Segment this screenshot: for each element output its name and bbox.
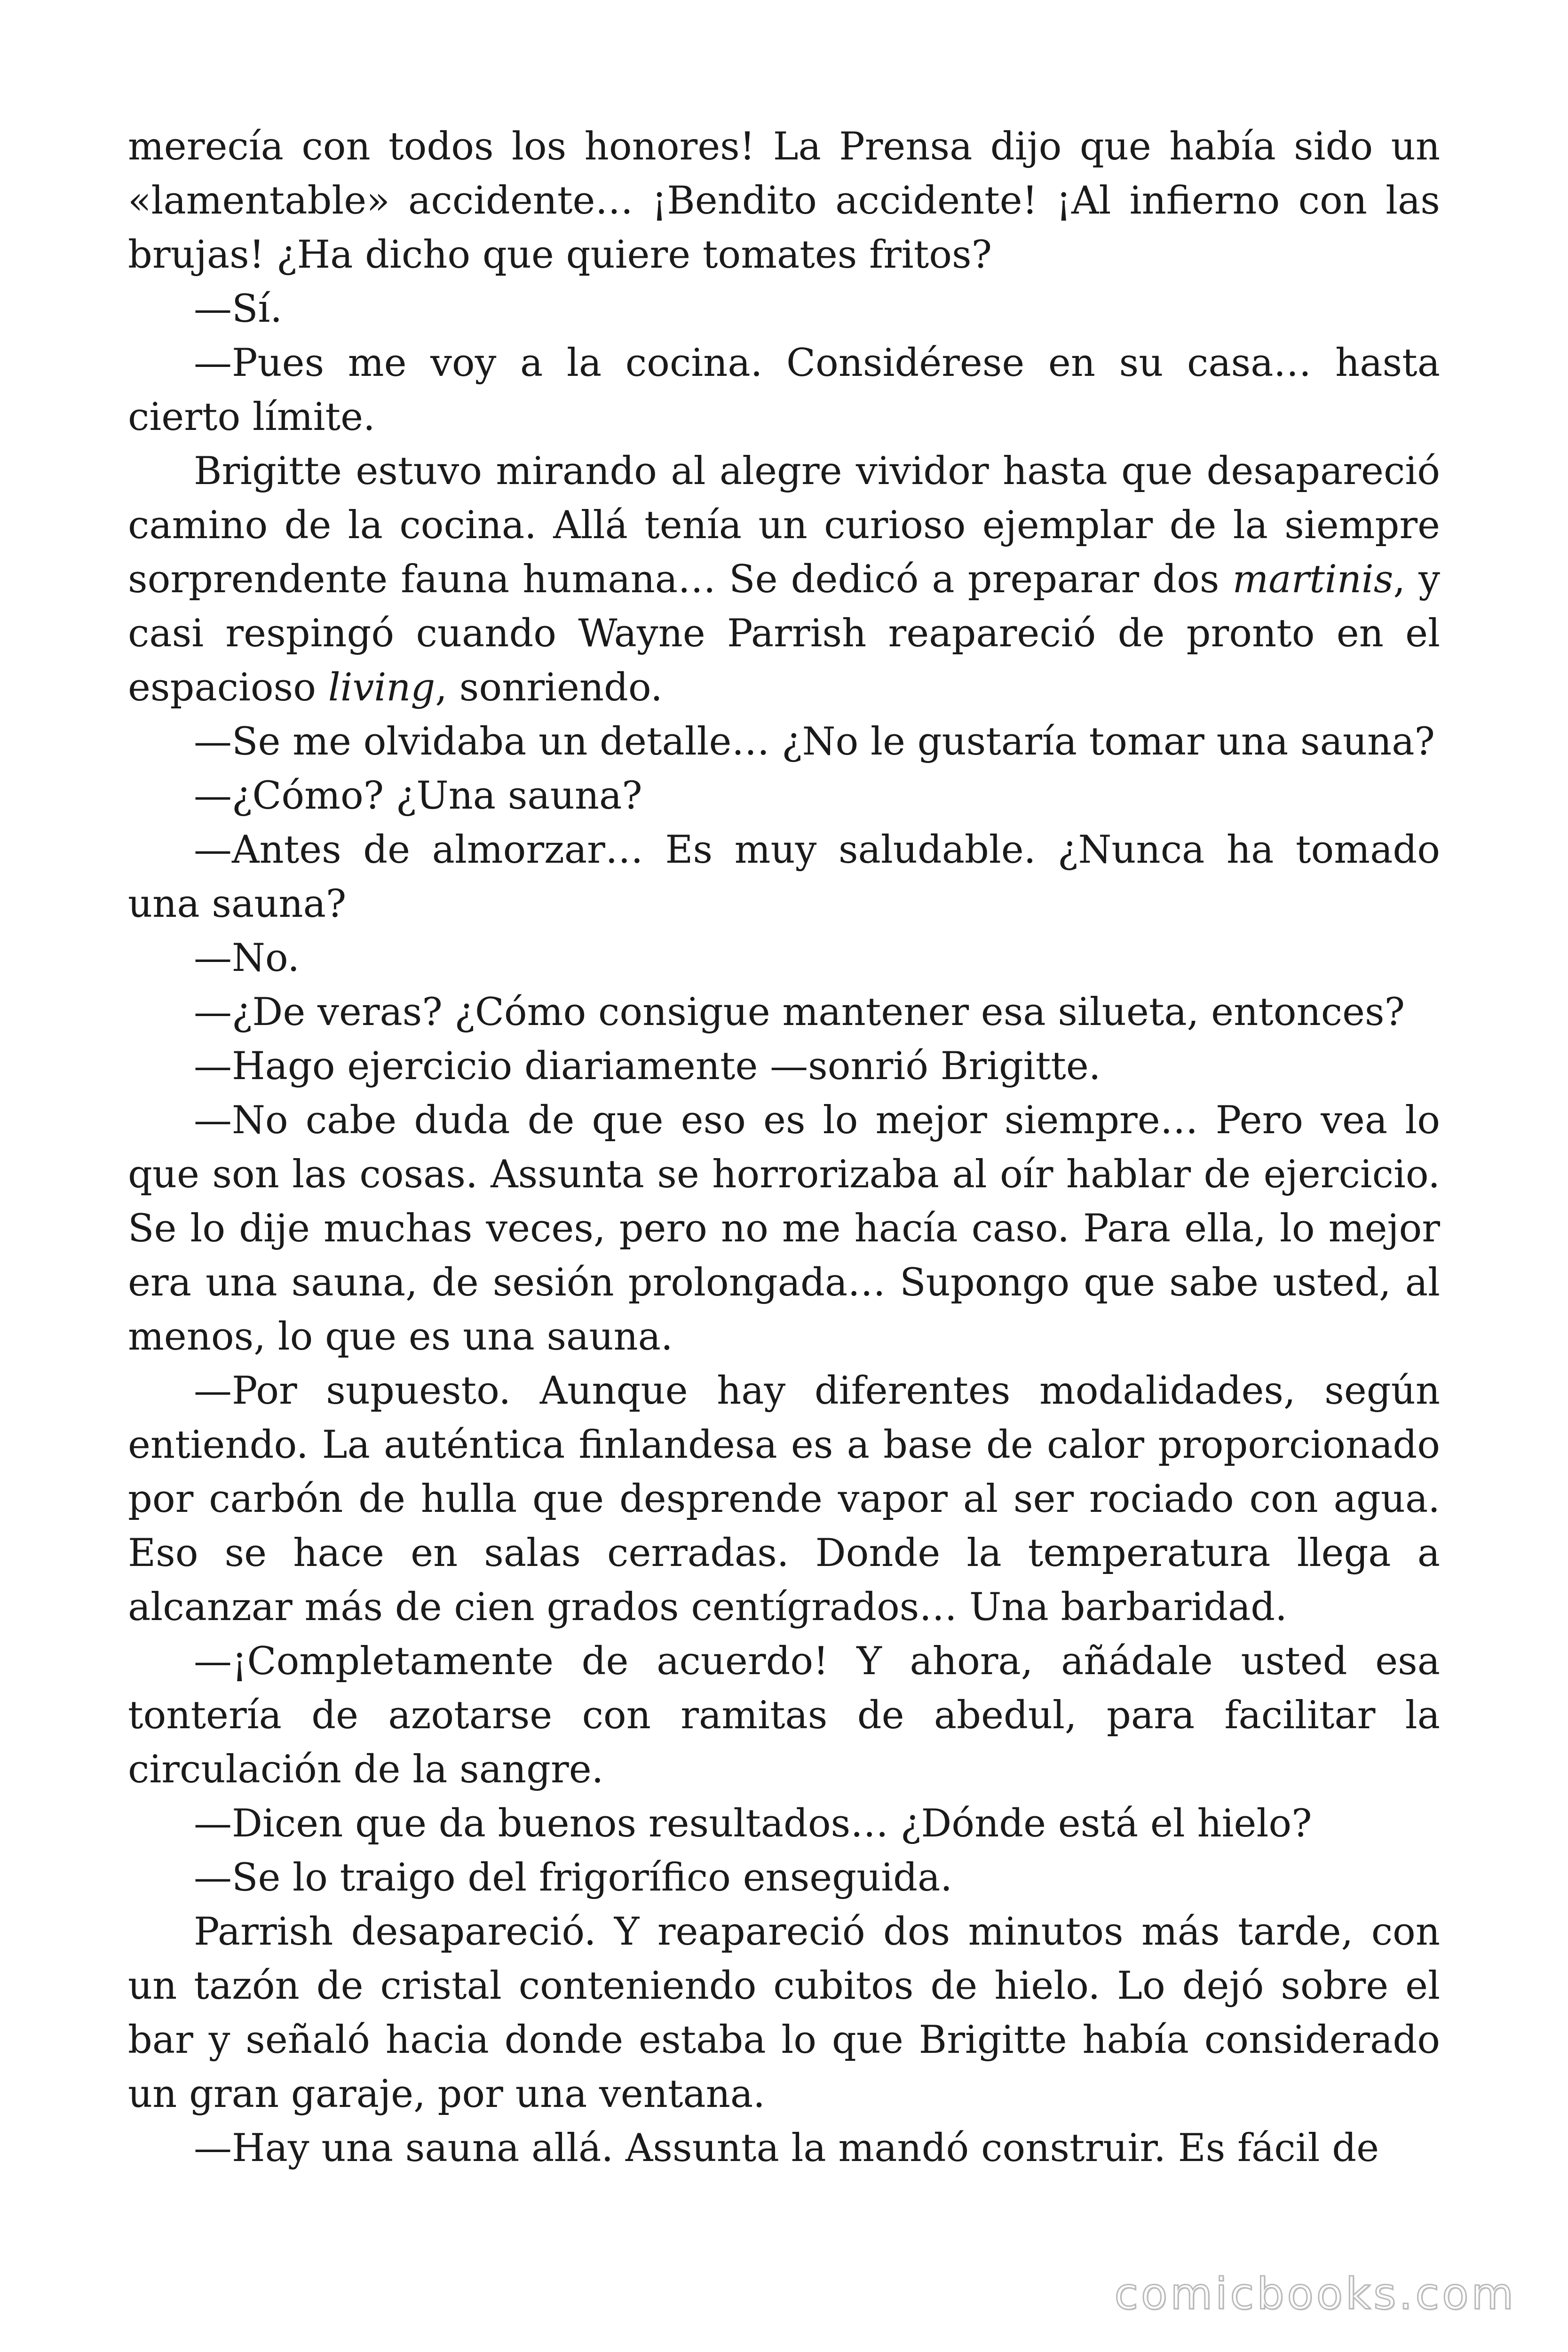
text-run: —No cabe duda de que eso es lo mejor siempre… Pero vea lo que son las cosas. Assunta se horrorizaba al oír hablar de ejercicio. Se lo dije muchas veces, pero no me hacía caso. Para ella, lo mejor era una sauna, de sesión prolongada… Supongo que sabe usted, al menos, lo que es una sauna. [128,1098,1440,1359]
paragraph [128,715,1440,769]
text-run: —¿De veras? ¿Cómo consigue mantener esa silueta, entonces? [194,990,1405,1034]
paragraph [128,445,1440,715]
paragraph [128,1094,1440,1364]
text-run: , sonriendo. [435,666,663,710]
paragraph [128,1905,1440,2122]
text-run: —Hago ejercicio diariamente —sonrió Brigitte. [194,1044,1101,1089]
italic-text: martinis [1232,557,1394,602]
text-run: —Por supuesto. Aunque hay diferentes modalidades, según entiendo. La auténtica finlandesa es a base de calor proporcionado por carbón de hulla que desprende vapor al ser rociado con agua. Eso se hace en salas cerradas. Donde la temperatura llega a alcanzar más de cien grados centígrados… Una barbaridad. [128,1369,1440,1629]
paragraph [128,2122,1440,2176]
text-run: —Pues me voy a la cocina. Considérese en su casa… hasta cierto límite. [128,341,1440,439]
paragraph [128,120,1440,282]
text-run: —¿Cómo? ¿Una sauna? [194,774,642,818]
paragraph [128,1040,1440,1094]
paragraph [128,336,1440,445]
paragraph [128,931,1440,985]
text-run: —Antes de almorzar… Es muy saludable. ¿Nunca ha tomado una sauna? [128,828,1440,926]
text-run: —Hay una sauna allá. Assunta la mandó construir. Es fácil de [194,2126,1379,2170]
text-run: —Se me olvidaba un detalle… ¿No le gustaría tomar una sauna? [194,720,1435,764]
text-run: —Dicen que da buenos resultados… ¿Dónde está el hielo? [194,1802,1312,1846]
text-run: Brigitte estuvo mirando al alegre vividor hasta que desapareció camino de la cocina. Allá tenía un curioso ejemplar de la siempre sorprendente fauna humana… Se dedicó a preparar dos [128,449,1440,602]
site-watermark: comicbooks.com [1114,2269,1516,2319]
paragraph [128,985,1440,1040]
paragraph [128,769,1440,823]
text-run: —Se lo traigo del frigorífico enseguida. [194,1856,953,1900]
text-run: —Sí. [194,287,283,331]
paragraph [128,1635,1440,1797]
paragraph [128,1797,1440,1851]
paragraph [128,282,1440,336]
italic-text: living [328,666,436,710]
text-run: Parrish desapareció. Y reapareció dos minutos más tarde, con un tazón de cristal conteniendo cubitos de hielo. Lo dejó sobre el bar y señaló hacia donde estaba lo que Brigitte había considerado un gran garaje, por una ventana. [128,1910,1440,2116]
paragraph [128,1851,1440,1905]
paragraph [128,1364,1440,1635]
text-run: —No. [194,936,300,980]
text-run: —¡Completamente de acuerdo! Y ahora, añádale usted esa tontería de azotarse con ramitas de abedul, para facilitar la circulación de la sangre. [128,1639,1440,1792]
book-page-text [128,120,1440,2176]
text-run: merecía con todos los honores! La Prensa dijo que había sido un «lamentable» accidente… ¡Bendito accidente! ¡Al infierno con las brujas! ¿Ha dicho que quiere tomates fritos? [128,125,1440,277]
paragraph [128,823,1440,931]
text-run: , y casi respingó cuando Wayne Parrish reapareció de pronto en el espacioso [128,557,1440,710]
